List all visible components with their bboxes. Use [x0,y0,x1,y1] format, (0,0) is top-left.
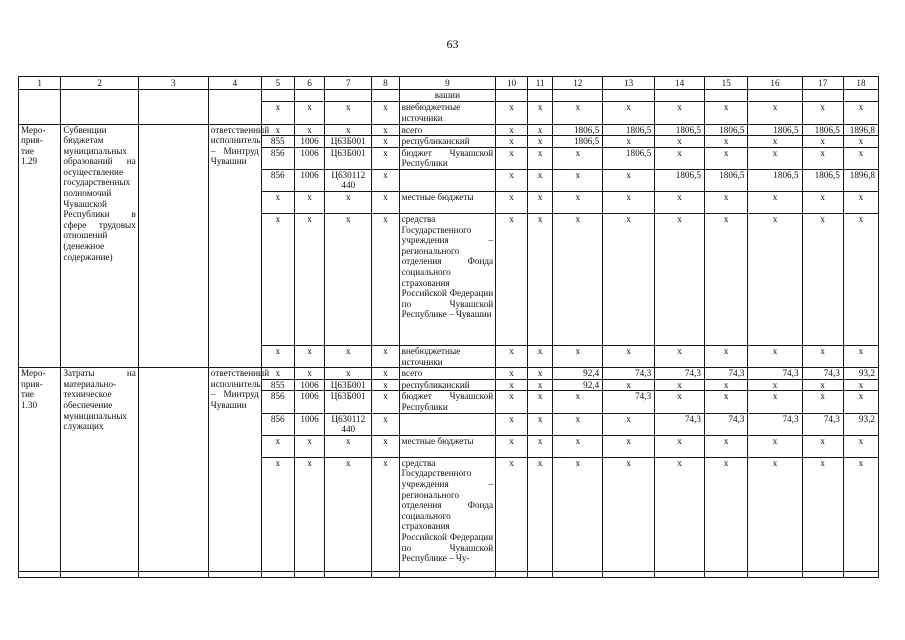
value-cell: x [802,102,843,125]
cell-c7: Ц63Б001 [325,391,372,413]
cell-c5: 856 [261,413,294,435]
value-cell: x [496,136,528,148]
value-cell: x [843,391,878,413]
column-header: 7 [325,77,372,90]
cell-c5: x [261,214,294,346]
source-cell: вашии [399,90,495,102]
value-cell: x [704,391,747,413]
empty-cell [748,90,802,102]
column-header: 12 [553,77,603,90]
value-cell: x [553,147,603,169]
value-cell: x [843,192,878,214]
empty-cell [843,90,878,102]
cell-c7: Ц63Б001 [325,136,372,148]
value-cell: x [655,214,705,346]
value-cell: x [655,147,705,169]
value-cell: 1806,5 [553,124,603,136]
column-header: 11 [527,77,552,90]
empty-cell [527,90,552,102]
cell-c5: x [261,368,294,380]
value-cell: 92,4 [553,368,603,380]
value-cell: 74,3 [704,368,747,380]
value-cell: x [496,413,528,435]
cell-c6: x [294,124,325,136]
value-cell: 93,2 [843,368,878,380]
empty-cell [372,90,400,102]
empty-cell [294,90,325,102]
table-row [19,124,879,136]
value-cell: x [527,368,552,380]
value-cell: x [843,102,878,125]
value-cell: x [843,136,878,148]
value-cell: 74,3 [748,413,802,435]
value-cell: 1806,5 [553,136,603,148]
value-cell: x [496,169,528,191]
value-cell: 1806,5 [655,169,705,191]
measure-name: Затраты на материально-техническое обеспечение муниципальных служащих [61,368,138,578]
cell-c5: x [261,124,294,136]
value-cell: x [496,379,528,391]
cell-c6: x [294,192,325,214]
empty-cell [138,124,208,368]
value-cell: x [496,368,528,380]
value-cell: x [655,346,705,368]
table-row [19,368,879,380]
source-cell: местные бюджеты [399,435,495,457]
value-cell: x [496,214,528,346]
cell-c5: 855 [261,379,294,391]
value-cell: x [802,391,843,413]
column-header: 10 [496,77,528,90]
cell-c7: Ц63Б001 [325,147,372,169]
source-cell: местные бюджеты [399,192,495,214]
empty-cell [655,90,705,102]
value-cell: x [704,136,747,148]
cell-c8: x [372,457,400,577]
empty-cell [704,90,747,102]
cell-c7: x [325,214,372,346]
cell-c8: x [372,214,400,346]
value-cell: x [527,413,552,435]
value-cell: x [603,214,655,346]
value-cell: x [802,346,843,368]
value-cell: x [603,457,655,577]
cell-c8: x [372,124,400,136]
value-cell: x [527,124,552,136]
value-cell: x [802,457,843,577]
source-cell: бюджет Чувашской Республики [399,391,495,413]
value-cell: 92,4 [553,379,603,391]
cell-c6: x [294,368,325,380]
value-cell: x [655,136,705,148]
cell-c5: x [261,346,294,368]
responsible-executor: ответственный исполнитель – Минтруд Чувашии [208,368,261,578]
column-header: 4 [208,77,261,90]
empty-cell [261,90,294,102]
value-cell: x [527,102,552,125]
value-cell: x [748,391,802,413]
bottom-rule [18,571,879,572]
value-cell: 74,3 [748,368,802,380]
column-header: 2 [61,77,138,90]
value-cell: x [704,102,747,125]
cell-c8: x [372,413,400,435]
cell-c7: Ц63Б001 [325,379,372,391]
value-cell: x [496,457,528,577]
value-cell: x [843,214,878,346]
cell-c7: x [325,435,372,457]
value-cell: x [553,346,603,368]
cell-c8: x [372,435,400,457]
source-cell [399,169,495,191]
value-cell: x [655,192,705,214]
value-cell: x [527,391,552,413]
cell-c8: x [372,102,400,125]
value-cell: x [603,379,655,391]
value-cell: 1806,5 [704,169,747,191]
column-header: 17 [802,77,843,90]
value-cell: 93,2 [843,413,878,435]
source-cell: средства Государственного учреждения – регионального отделения Фонда социального страхования Российской Федерации по Чувашской Республике – Чу- [399,457,495,577]
cell-c8: x [372,346,400,368]
value-cell: 74,3 [655,413,705,435]
column-header: 9 [399,77,495,90]
value-cell: x [802,435,843,457]
value-cell: 1896,8 [843,169,878,191]
value-cell: x [655,435,705,457]
value-cell: 1806,5 [655,124,705,136]
table-body [19,77,879,578]
column-header: 18 [843,77,878,90]
measure-name: Субвенции бюджетам муниципальных образований на осуществление государственных полномочий Чувашской Республики в сфере трудовых отношений (денежное содержание) [61,124,138,368]
value-cell: x [527,192,552,214]
cell-c6: 1006 [294,147,325,169]
value-cell: x [496,391,528,413]
column-header: 6 [294,77,325,90]
value-cell: 1806,5 [748,124,802,136]
value-cell: 1806,5 [748,169,802,191]
cell-c8: x [372,368,400,380]
value-cell: x [603,435,655,457]
cell-c6: x [294,214,325,346]
empty-cell [325,90,372,102]
column-header: 1 [19,77,61,90]
cell-c7: Ц630112 440 [325,413,372,435]
value-cell: x [655,391,705,413]
value-cell: x [704,435,747,457]
cell-c5: x [261,457,294,577]
column-header: 15 [704,77,747,90]
value-cell: x [496,102,528,125]
value-cell: x [704,346,747,368]
value-cell: x [704,214,747,346]
empty-cell [603,90,655,102]
value-cell: x [496,435,528,457]
empty-cell [138,368,208,578]
cell-c7: x [325,457,372,577]
value-cell: 74,3 [802,413,843,435]
value-cell: x [748,102,802,125]
empty-cell [19,102,61,125]
value-cell: x [802,214,843,346]
cell-c6: 1006 [294,391,325,413]
value-cell: x [748,457,802,577]
value-cell: x [655,457,705,577]
value-cell: x [603,136,655,148]
source-cell: бюджет Чувашской Республики [399,147,495,169]
cell-c8: x [372,147,400,169]
measure-id: Меро- прия- тие 1.29 [19,124,61,368]
header-row [19,77,879,90]
source-cell [399,413,495,435]
value-cell: x [802,379,843,391]
cell-c7: x [325,124,372,136]
cell-c8: x [372,169,400,191]
value-cell: x [655,102,705,125]
empty-cell [553,90,603,102]
cell-c6: 1006 [294,379,325,391]
page-number: 63 [446,37,459,51]
empty-cell [61,102,138,125]
value-cell: x [748,379,802,391]
value-cell: x [748,435,802,457]
value-cell: x [704,457,747,577]
value-cell: 1806,5 [603,147,655,169]
column-header: 3 [138,77,208,90]
source-cell: республиканский [399,136,495,148]
cell-c6: x [294,457,325,577]
value-cell: 1896,8 [843,124,878,136]
value-cell: x [527,379,552,391]
cell-c6: x [294,102,325,125]
column-header: 13 [603,77,655,90]
value-cell: x [704,192,747,214]
cell-c7: x [325,368,372,380]
value-cell: x [802,192,843,214]
cell-c6: 1006 [294,413,325,435]
value-cell: 1806,5 [802,124,843,136]
value-cell: x [603,192,655,214]
value-cell: x [843,346,878,368]
cell-c8: x [372,379,400,391]
value-cell: x [496,346,528,368]
value-cell: x [527,136,552,148]
cell-c7: x [325,346,372,368]
source-cell: республиканский [399,379,495,391]
value-cell: 74,3 [655,368,705,380]
cell-c5: x [261,435,294,457]
table-row [19,102,879,125]
value-cell: x [527,169,552,191]
value-cell: x [748,346,802,368]
column-header: 14 [655,77,705,90]
value-cell: x [704,147,747,169]
value-cell: x [553,391,603,413]
measure-id: Меро- прия- тие 1.30 [19,368,61,578]
empty-cell [802,90,843,102]
empty-cell [496,90,528,102]
empty-cell [138,102,208,125]
cell-c5: 856 [261,169,294,191]
value-cell: x [553,457,603,577]
value-cell: x [496,192,528,214]
value-cell: x [603,346,655,368]
value-cell: x [843,379,878,391]
value-cell: x [603,102,655,125]
budget-table [18,76,879,578]
value-cell: x [553,192,603,214]
empty-cell [208,90,261,102]
value-cell: x [603,169,655,191]
value-cell: x [527,435,552,457]
cell-c6: x [294,346,325,368]
source-cell: внебюджетные источники [399,346,495,368]
value-cell: x [748,136,802,148]
value-cell: x [553,102,603,125]
column-header: 5 [261,77,294,90]
value-cell: x [527,346,552,368]
empty-cell [138,90,208,102]
cell-c7: x [325,102,372,125]
value-cell: 74,3 [802,368,843,380]
responsible-executor: ответственный исполнитель – Минтруд Чувашии [208,124,261,368]
value-cell: x [704,379,747,391]
cell-c5: 856 [261,147,294,169]
cell-c8: x [372,192,400,214]
cell-c5: x [261,192,294,214]
value-cell: 1806,5 [802,169,843,191]
value-cell: x [843,147,878,169]
cell-c7: x [325,192,372,214]
value-cell: x [748,214,802,346]
value-cell: x [527,457,552,577]
source-cell: всего [399,368,495,380]
cell-c8: x [372,391,400,413]
value-cell: 1806,5 [704,124,747,136]
empty-cell [61,90,138,102]
table-row [19,90,879,102]
source-cell: всего [399,124,495,136]
value-cell: x [527,214,552,346]
cell-c7: Ц630112 440 [325,169,372,191]
value-cell: x [553,214,603,346]
cell-c8: x [372,136,400,148]
value-cell: x [496,124,528,136]
cell-c6: 1006 [294,169,325,191]
value-cell: 1806,5 [603,124,655,136]
cell-c5: 855 [261,136,294,148]
value-cell: x [748,192,802,214]
source-cell: средства Государственного учреждения – регионального отделения Фонда социального страхования Российской Федерации по Чувашской Республике – Чувашии [399,214,495,346]
source-cell: внебюджетные источники [399,102,495,125]
value-cell: 74,3 [603,368,655,380]
value-cell: x [655,379,705,391]
value-cell: x [843,435,878,457]
value-cell: x [496,147,528,169]
empty-cell [208,102,261,125]
empty-cell [19,90,61,102]
value-cell: x [527,147,552,169]
value-cell: 74,3 [603,391,655,413]
value-cell: x [603,413,655,435]
cell-c5: x [261,102,294,125]
column-header: 8 [372,77,400,90]
column-header: 16 [748,77,802,90]
value-cell: 74,3 [704,413,747,435]
value-cell: x [553,413,603,435]
value-cell: x [748,147,802,169]
value-cell: x [553,169,603,191]
value-cell: x [802,147,843,169]
value-cell: x [843,457,878,577]
value-cell: x [553,435,603,457]
cell-c6: 1006 [294,136,325,148]
value-cell: x [802,136,843,148]
cell-c6: x [294,435,325,457]
cell-c5: 856 [261,391,294,413]
